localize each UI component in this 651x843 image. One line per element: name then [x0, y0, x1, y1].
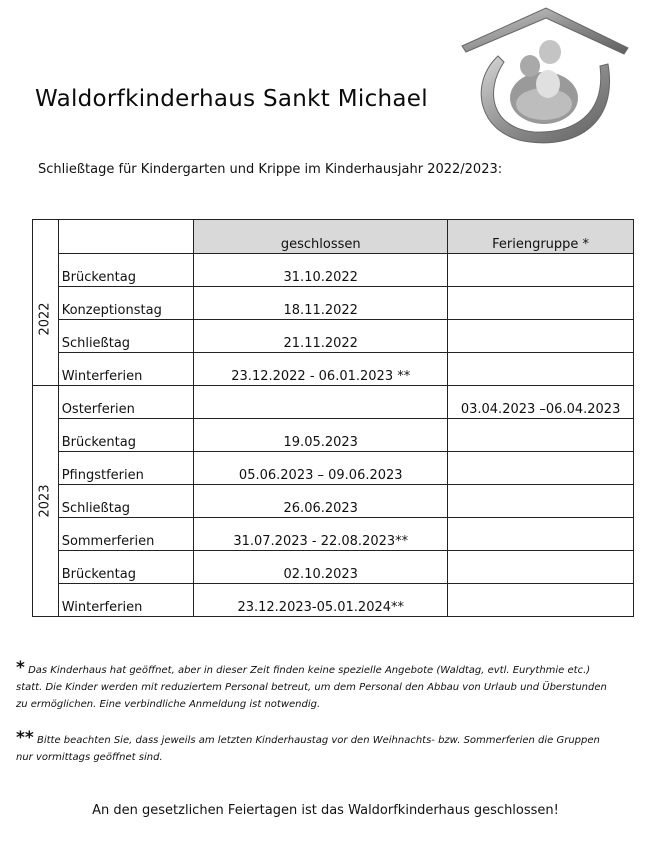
row-feriengruppe [448, 485, 634, 518]
year-cell-2023 [33, 386, 59, 617]
row-label: Konzeptionstag [58, 287, 194, 320]
table-row [33, 320, 634, 353]
row-closed: 23.12.2022 - 06.01.2023 ** [194, 353, 448, 386]
row-closed: 05.06.2023 – 09.06.2023 [194, 452, 448, 485]
table-row [33, 386, 634, 419]
footnote-1-text: Das Kinderhaus hat geöffnet, aber in dieser Zeit finden keine spezielle Angebote (Waldtag, evtl. Eurythmie etc.) [28, 665, 591, 676]
row-closed: 31.07.2023 - 22.08.2023** [194, 518, 448, 551]
row-label: Osterferien [58, 386, 194, 419]
row-closed [194, 386, 448, 419]
row-closed: 19.05.2023 [194, 419, 448, 452]
page-title: Waldorfkinderhaus Sankt Michael [35, 86, 428, 112]
footnote-2 [16, 730, 626, 766]
table-row [33, 452, 634, 485]
header-feriengruppe: Feriengruppe * [448, 220, 634, 254]
row-label: Brückentag [58, 551, 194, 584]
row-label: Brückentag [58, 419, 194, 452]
row-label: Pfingstferien [58, 452, 194, 485]
header-label-cell [58, 220, 194, 254]
header-year-cell [33, 220, 59, 254]
row-feriengruppe [448, 584, 634, 617]
table-row [33, 584, 634, 617]
closure-days-table [32, 219, 634, 617]
table-row [33, 551, 634, 584]
row-closed: 31.10.2022 [194, 254, 448, 287]
footnote-1-marker: * [16, 658, 25, 678]
row-feriengruppe [448, 518, 634, 551]
row-label: Schließtag [58, 320, 194, 353]
row-feriengruppe [448, 254, 634, 287]
row-feriengruppe [448, 551, 634, 584]
year-label: 2023 [37, 484, 53, 518]
table-row [33, 287, 634, 320]
year-cell-2022 [33, 254, 59, 386]
footnote-2-marker: ** [16, 728, 34, 748]
year-label: 2022 [37, 302, 53, 336]
row-feriengruppe [448, 287, 634, 320]
table-row [33, 518, 634, 551]
header-geschlossen: geschlossen [194, 220, 448, 254]
row-feriengruppe [448, 320, 634, 353]
row-feriengruppe: 03.04.2023 –06.04.2023 [448, 386, 634, 419]
footnote-1-line3: zu ermöglichen. Eine verbindliche Anmeldung ist notwendig. [16, 699, 321, 710]
row-label: Brückentag [58, 254, 194, 287]
row-closed: 18.11.2022 [194, 287, 448, 320]
table-row [33, 485, 634, 518]
table-row [33, 254, 634, 287]
footnote-2-text: Bitte beachten Sie, dass jeweils am letzten Kinderhaustag vor den Weihnachts- bzw. Sommerferien die Gruppen [36, 735, 600, 746]
page-subtitle: Schließtage für Kindergarten und Krippe im Kinderhausjahr 2022/2023: [38, 162, 503, 177]
table-row [33, 353, 634, 386]
holiday-notice: An den gesetzlichen Feiertagen ist das Waldorfkinderhaus geschlossen! [92, 803, 559, 818]
row-closed: 23.12.2023-05.01.2024** [194, 584, 448, 617]
house-family-logo-icon [458, 4, 634, 150]
footnote-1 [16, 660, 626, 713]
row-label: Schließtag [58, 485, 194, 518]
row-closed: 02.10.2023 [194, 551, 448, 584]
footnote-2-line2: nur vormittags geöffnet sind. [16, 752, 163, 763]
footnote-1-line2: statt. Die Kinder werden mit reduziertem Personal betreut, um dem Personal den Abbau von Urlaub und Überstunden [16, 682, 607, 693]
row-feriengruppe [448, 452, 634, 485]
table-header-row [33, 220, 634, 254]
table-row [33, 419, 634, 452]
row-label: Sommerferien [58, 518, 194, 551]
row-feriengruppe [448, 353, 634, 386]
row-closed: 26.06.2023 [194, 485, 448, 518]
row-label: Winterferien [58, 353, 194, 386]
row-label: Winterferien [58, 584, 194, 617]
row-closed: 21.11.2022 [194, 320, 448, 353]
row-feriengruppe [448, 419, 634, 452]
